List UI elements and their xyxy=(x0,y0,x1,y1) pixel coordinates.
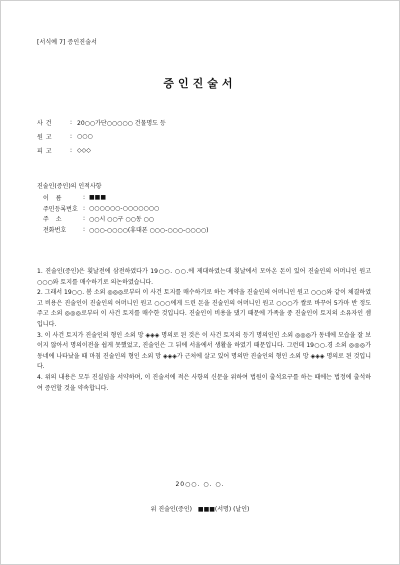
case-info xyxy=(37,115,166,157)
signature-label: 위 진술인(증인) xyxy=(150,506,192,513)
witness-key: 이름 xyxy=(43,194,69,202)
case-sep: : xyxy=(69,132,73,140)
witness-value: ○○시 ○○구 ○○동 ○○ xyxy=(89,216,154,224)
witness-value: ○○○○○○-○○○○○○○ xyxy=(89,204,160,212)
case-row-plaintiff xyxy=(37,129,166,143)
case-key: 사건 xyxy=(37,119,55,127)
statement-paragraph: 2. 그래서 19○○. 봄 소외 ◎◎◎로부터 이 사건 토지를 매수하기로 하는 계약을 진술인의 어머니인 원고 ○○○와 같이 체결하였고 비용은 진술인이 진술인의 어머니인 원고 ○○○에게 드린 돈을 진술인의 어머니인 원고 ○○○가 쌀로 바꾸어 5가마 반 정도 주고 소외 ◎◎◎로부터 이 사건 토지를 매수한 것입니다. 진술인이 비용을 댔기 때문에 가족을 중 진술인이 토지의 소유자인 셈입니다. xyxy=(37,289,371,328)
witness-info-header: 진술인(증인)의 인적사항 xyxy=(37,183,102,190)
witness-key: 전화번호 xyxy=(43,227,67,235)
statements xyxy=(37,267,371,394)
document-title: 증인진술서 xyxy=(163,77,237,90)
statement-date: 20○○. ○. ○. xyxy=(175,481,225,488)
case-key: 피고 xyxy=(37,147,55,155)
witness-info xyxy=(37,192,208,235)
statement-paragraph: 3. 이 사건 토지가 진술인의 형인 소외 망 ◈◈◈ 명의로 된 것은 이 사건 토지의 등기 명의인인 소외 ◎◎◎가 동네에 모습을 잘 보이지 않아서 명의이전을 쉽게 못했었고, 진술인은 그 뒤에 서울에서 생활을 하였기 때문입니다. 그런데 19○○.경 소외 ◎◎◎가 동네에 나타났을 때 마침 진술인의 형인 소외 망 ◈◈◈가 근처에 살고 있어 명의만 진술인의 형인 소외 망 ◈◈◈ 명의로 된 것입니다. xyxy=(37,331,371,371)
case-sep: : xyxy=(69,118,73,126)
witness-key: 주민등록번호 xyxy=(43,205,78,213)
witness-row-address xyxy=(37,214,208,225)
case-value: ◇◇◇ xyxy=(77,146,91,154)
case-value: ○○○ xyxy=(77,132,93,140)
statement-paragraph: 1. 진술인(증인)은 횟날전에 삼전하였다가 19○○. ○○.에 제대하였는데 횟날에서 모아온 돈이 있어 진술인의 어머니인 원고 ○○○와 토지를 매수하기로 의논하였습니다. xyxy=(37,268,371,286)
case-sep: : xyxy=(69,146,73,154)
signature-name: ■■■(서명) (날인) xyxy=(197,506,250,513)
form-label: [서식예 7] 증인진술서 xyxy=(37,39,97,46)
witness-value: ○○○-○○○○(휴대폰 ○○○-○○○-○○○○) xyxy=(89,227,209,235)
case-row-case xyxy=(37,115,166,129)
witness-row-name xyxy=(37,192,208,203)
case-row-defendant xyxy=(37,143,166,157)
witness-sep: : xyxy=(82,204,86,212)
case-value: 20○○가단○○○○○ 건물명도 등 xyxy=(77,119,166,127)
witness-sep: : xyxy=(82,226,86,234)
witness-value: ■■■ xyxy=(89,193,107,201)
witness-row-phone xyxy=(37,224,208,235)
case-key: 원고 xyxy=(37,133,55,141)
signature-line xyxy=(1,504,399,513)
witness-sep: : xyxy=(82,215,86,223)
witness-key: 주소 xyxy=(43,216,69,224)
witness-row-id-number xyxy=(37,203,208,214)
witness-sep: : xyxy=(82,193,86,201)
statement-paragraph: 4. 위의 내용은 모두 진실임을 서약하며, 이 진술서에 적은 사항의 신문을 위하여 법원이 출석요구를 하는 때에는 법정에 출석하여 증언할 것을 약속합니다. xyxy=(37,373,371,392)
